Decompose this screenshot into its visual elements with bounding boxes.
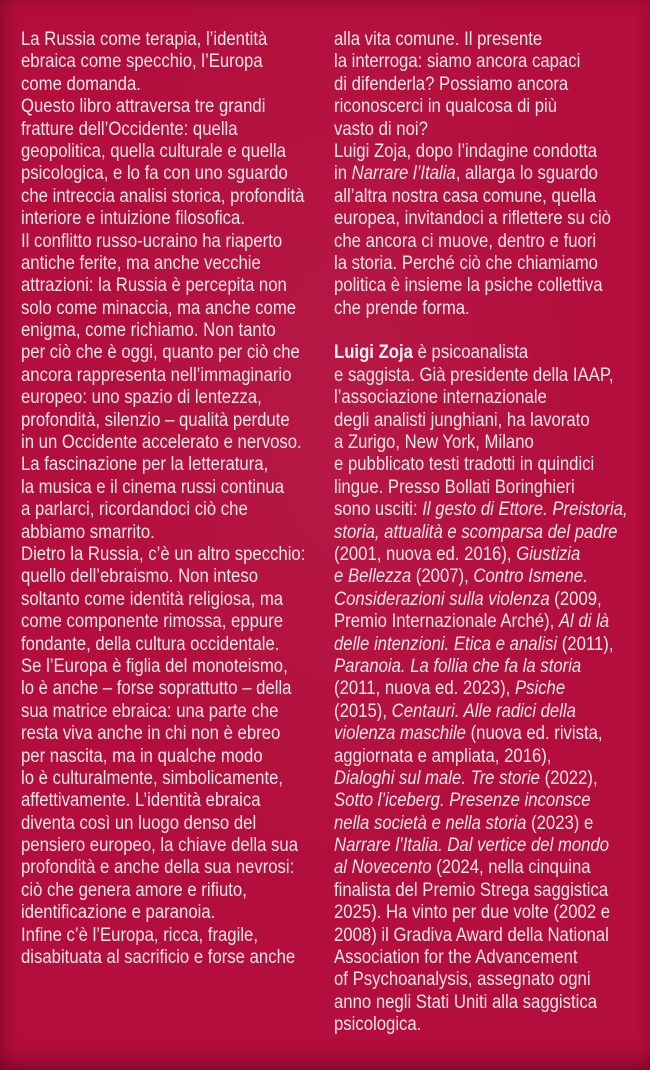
text-segment: Il gesto di Ettore. Preistoria, [422, 499, 628, 521]
text-segment: Sotto l’iceberg. Presenze inconsce [334, 790, 591, 812]
text-line [21, 611, 289, 633]
text-segment: all’altra nostra casa comune, quella [334, 185, 597, 207]
text-segment: diventa così un luogo denso del [21, 812, 257, 834]
text-line [334, 790, 612, 812]
text-segment: , allarga lo sguardo [455, 163, 598, 185]
text-segment: lo è culturalmente, simbolicamente, [21, 767, 284, 789]
text-segment: europea, invitandoci a riflettere su ciò [334, 208, 611, 230]
text-line [334, 74, 612, 96]
text-segment: Giustizia [516, 543, 581, 565]
text-segment: Centauri. Alle radici della [391, 700, 576, 722]
text-segment: Questo libro attraversa tre grandi [21, 96, 266, 118]
text-segment: sono usciti: [334, 499, 423, 521]
text-segment: che intreccia analisi storica, profondità [21, 185, 305, 207]
text-segment: Premio Internazionale Arché), [334, 611, 559, 633]
text-segment: vasto di noi? [334, 118, 428, 140]
text-line [21, 543, 306, 566]
text-segment: disabituata al sacrificio e forse anche [21, 947, 296, 969]
text-segment: aggiornata e ampliata, 2016), [334, 745, 552, 767]
text-segment: fondante, della cultura occidentale. [21, 633, 280, 655]
text-segment: la storia. Perché ciò che chiamiamo [334, 252, 598, 274]
text-segment: antiche ferite, ma anche vecchie [21, 252, 261, 274]
text-segment: identificazione e paranoia. [21, 902, 216, 924]
text-line [334, 544, 612, 566]
text-line [334, 768, 612, 790]
text-line [334, 51, 612, 73]
text-line [21, 342, 300, 364]
text-line [21, 768, 289, 790]
text-segment: La Russia come terapia, l’identità [21, 29, 268, 50]
text-line [21, 297, 297, 320]
text-segment: riconoscerci in qualcosa di più [334, 96, 558, 118]
text-segment: e saggista. Già presidente della IAAP, [334, 364, 614, 386]
text-line [21, 364, 292, 387]
text-line [334, 880, 612, 902]
text-line [21, 454, 289, 476]
text-segment: 2008) il Gradiva Award della National [334, 924, 609, 946]
text-line [334, 723, 612, 745]
text-segment: (2011, nuova ed. 2023), [334, 678, 515, 700]
text-line [21, 208, 289, 230]
text-line [334, 835, 612, 857]
text-segment: la interroga: siamo ancora capaci [334, 51, 581, 73]
text-line [334, 96, 612, 118]
text-line [334, 387, 612, 409]
text-segment: Narrare l’Italia. Dal vertice del mondo [334, 835, 610, 857]
text-line [21, 275, 289, 297]
text-line [21, 499, 289, 521]
text-segment: La fascinazione per la letteratura, [21, 454, 269, 476]
text-segment: Contro Ismene. [473, 566, 588, 588]
text-segment: è psicoanalista [412, 342, 529, 364]
text-segment: l’associazione internazionale [334, 387, 547, 409]
text-line [21, 74, 289, 96]
text-line [334, 342, 612, 364]
text-segment: (2022), [539, 767, 598, 789]
text-line [21, 163, 289, 185]
text-segment: resta viva anche in chi non è ebreo [21, 723, 281, 745]
text-line [334, 365, 612, 387]
text-segment: di difenderla? Possiamo ancora [334, 73, 569, 95]
text-segment: attrazioni: la Russia è percepita non [21, 275, 287, 297]
text-segment: affettivamente. L’identità ebraica [21, 790, 261, 812]
text-line [334, 634, 612, 656]
text-segment: a parlarci, ricordandoci ciò che [21, 499, 248, 521]
text-line [21, 880, 289, 902]
text-line [334, 521, 618, 544]
text-line [21, 566, 289, 588]
text-line [21, 857, 295, 879]
text-segment: (2009, [549, 588, 602, 610]
text-segment: a Zurigo, New York, Milano [334, 432, 534, 454]
text-line [334, 432, 612, 454]
text-line [21, 231, 289, 253]
text-line [334, 499, 628, 521]
text-line [334, 454, 612, 476]
text-line [21, 522, 289, 544]
text-line [334, 275, 612, 297]
text-segment: Luigi Zoja, dopo l’indagine condotta [334, 140, 598, 162]
text-segment: politica è insieme la psiche collettiva [334, 275, 603, 297]
text-line [21, 947, 296, 969]
text-segment: storia, attualità e scomparsa del padre [334, 521, 618, 543]
text-line [21, 410, 289, 432]
text-line [21, 29, 289, 51]
text-segment: pensiero europeo, la chiave della sua [21, 835, 299, 857]
text-line [21, 141, 289, 163]
text-line [21, 723, 289, 745]
text-segment: alla vita comune. Il presente [334, 29, 543, 50]
text-line [21, 432, 302, 454]
text-segment: (nuova ed. rivista, [465, 723, 603, 745]
text-line [334, 902, 612, 924]
text-segment: of Psychoanalysis, assegnato ogni [334, 969, 591, 991]
text-line [21, 925, 289, 947]
text-line [21, 790, 289, 812]
text-line [21, 813, 289, 835]
text-segment: Considerazioni sulla violenza [334, 588, 550, 610]
text-line [334, 29, 612, 51]
text-line [334, 320, 612, 342]
text-segment: Psiche [514, 678, 566, 700]
text-segment: come domanda. [21, 73, 141, 95]
text-segment: che ancora ci muove, dentro e fuori [334, 230, 597, 252]
text-line [21, 589, 289, 611]
text-line [334, 813, 612, 835]
text-line [21, 746, 289, 768]
text-segment: Se l’Europa è figlia del monoteismo, [21, 655, 288, 677]
text-line [334, 141, 612, 163]
text-segment: Paranoia. La follia che fa la storia [334, 655, 582, 677]
text-segment: per ciò che è oggi, quanto per ciò che [21, 342, 300, 364]
text-segment: enigma, come richiamo. Non tanto [21, 320, 276, 342]
text-line [21, 902, 289, 924]
text-segment: per nascita, ma in qualche modo [21, 745, 263, 767]
text-segment: profondità, silenzio – qualità perdute [21, 409, 290, 431]
text-line [334, 656, 612, 678]
text-line [334, 969, 612, 991]
text-segment: quello dell’ebraismo. Non inteso [21, 566, 259, 588]
text-segment: degli analisti junghiani, ha lavorato [334, 409, 590, 431]
text-segment: Narrare l’Italia [351, 163, 456, 185]
text-line [21, 320, 289, 342]
text-segment: ciò che genera amore e rifiuto, [21, 879, 247, 901]
text-segment: lo è anche – forse soprattutto – della [21, 678, 292, 700]
text-line [21, 477, 289, 499]
text-segment: soltanto come identità religiosa, ma [21, 588, 284, 610]
text-segment: europeo: uno spazio di lentezza, [21, 387, 262, 409]
text-segment: ancora rappresenta nell’immaginario [21, 364, 292, 386]
text-line [334, 701, 612, 723]
text-line [21, 835, 299, 857]
text-segment: (2007), [411, 566, 474, 588]
text-line [21, 185, 305, 208]
text-line [334, 947, 612, 969]
text-segment: (2024, nella cinquina [431, 857, 591, 879]
text-line [334, 678, 612, 700]
text-line [21, 253, 289, 275]
text-segment: Al di là [558, 611, 610, 633]
text-segment: e pubblicato testi tradotti in quindici [334, 454, 595, 476]
text-line [21, 119, 289, 141]
text-line [334, 925, 612, 947]
text-segment: finalista del Premio Strega saggistica [334, 879, 609, 901]
text-line [334, 477, 612, 499]
text-segment: geopolitica, quella culturale e quella [21, 140, 286, 162]
text-segment: Il conflitto russo-ucraino ha riaperto [21, 230, 283, 252]
text-segment: fratture dell’Occidente: quella [21, 118, 238, 140]
text-segment: Association for the Advancement [334, 947, 578, 969]
text-segment: anno negli Stati Uniti alla saggistica [334, 991, 598, 1013]
text-segment: (2015), [334, 700, 392, 722]
text-line [334, 163, 612, 185]
text-segment: psicologica, e lo fa con uno sguardo [21, 163, 288, 185]
text-line [334, 1014, 612, 1036]
text-line [334, 611, 612, 633]
text-line [21, 701, 289, 723]
text-segment: come componente rimossa, eppure [21, 611, 284, 633]
text-line [334, 857, 612, 879]
text-segment: (2023) e [526, 812, 594, 834]
text-line [334, 992, 612, 1014]
text-line [334, 566, 612, 588]
text-segment: profondità e anche della sua nevrosi: [21, 857, 295, 879]
text-line [334, 298, 612, 320]
text-line [334, 253, 612, 275]
text-line [21, 51, 289, 73]
text-segment: solo come minaccia, ma anche come [21, 297, 297, 319]
text-segment: psicologica. [334, 1014, 422, 1036]
text-segment: al Novecento [334, 857, 432, 879]
text-line [21, 678, 292, 700]
text-line [334, 589, 612, 611]
text-segment: violenza maschile [334, 723, 466, 745]
left-text-column [21, 29, 325, 969]
text-segment: che prende forma. [334, 297, 470, 319]
right-text-column [334, 29, 650, 1037]
text-segment: in un Occidente accelerato e nervoso. [21, 432, 302, 454]
text-line [334, 410, 612, 432]
text-line [21, 387, 289, 409]
text-segment: (2001, nuova ed. 2016), [334, 543, 517, 565]
text-line [334, 231, 612, 253]
text-line [334, 746, 612, 768]
text-segment: in [334, 163, 352, 185]
text-segment: lingue. Presso Bollati Boringhieri [334, 476, 575, 498]
text-segment: abbiamo smarrito. [21, 521, 155, 543]
text-line [21, 634, 289, 656]
text-line [334, 208, 612, 230]
text-segment: Infine c’è l’Europa, ricca, fragile, [21, 924, 258, 946]
text-segment: interiore e intuizione filosofica. [21, 208, 245, 230]
text-segment: Dietro la Russia, c’è un altro specchio: [21, 543, 306, 565]
text-segment: Luigi Zoja [334, 342, 413, 364]
text-line [21, 656, 289, 678]
text-segment: delle intenzioni. Etica e analisi [334, 633, 558, 655]
text-line [334, 186, 612, 208]
text-segment: (2011), [557, 633, 614, 655]
text-line [334, 119, 612, 141]
text-segment: Dialoghi sul male. Tre storie [334, 767, 540, 789]
text-segment: nella società e nella storia [334, 812, 527, 834]
text-segment: 2025). Ha vinto per due volte (2002 e [334, 902, 611, 924]
text-segment: sua matrice ebraica: una parte che [21, 700, 279, 722]
text-segment: la musica e il cinema russi continua [21, 476, 284, 498]
text-line [21, 96, 289, 118]
text-segment: e Bellezza [334, 566, 412, 588]
text-segment: ebraica come specchio, l’Europa [21, 51, 263, 73]
